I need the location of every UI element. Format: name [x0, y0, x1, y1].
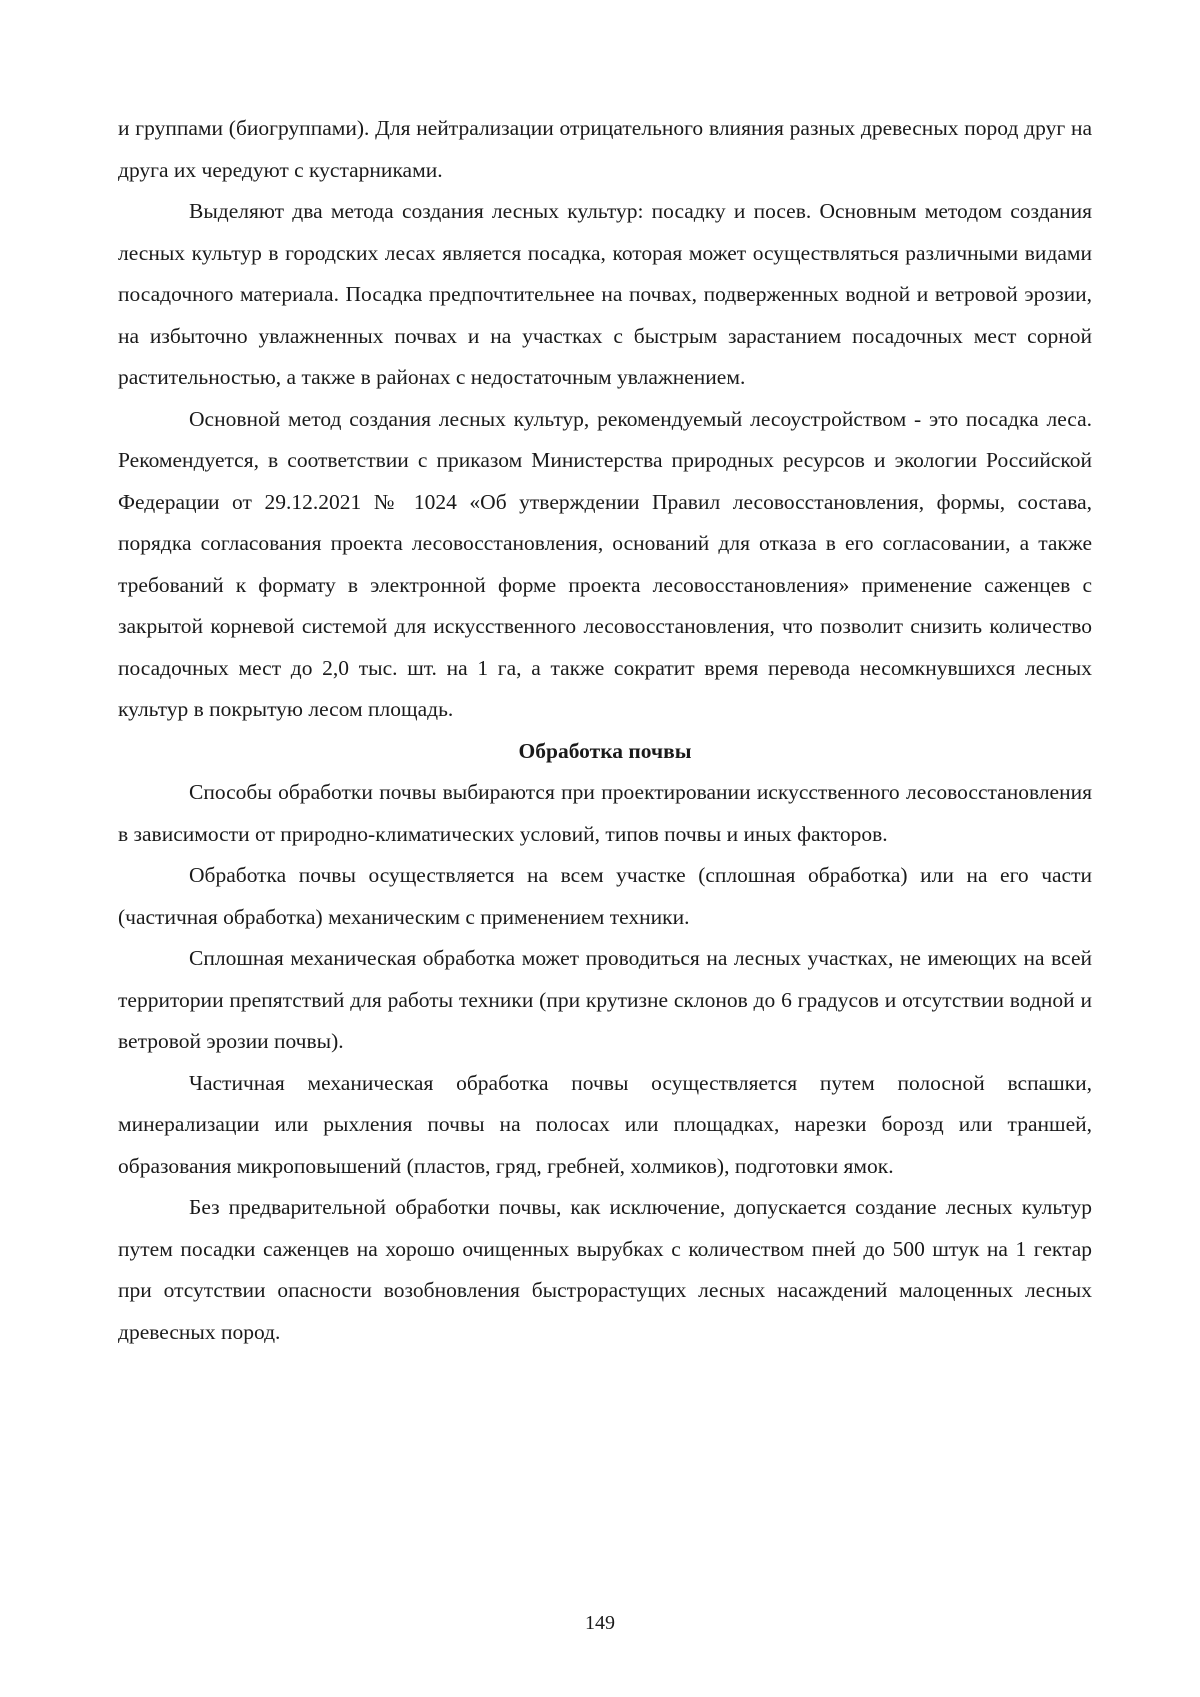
section-heading: Обработка почвы: [518, 738, 692, 763]
paragraph-continuous-treatment: Сплошная механическая обработка может проводиться на лесных участках, не имеющих на всей территории препятствий для работы техники (при крутизне склонов до 6 градусов и отсутствии водной и ветровой эрозии почвы).: [118, 946, 1092, 1053]
paragraph-main-method: Основной метод создания лесных культур, рекомендуемый лесоустройством - это посадка леса. Рекомендуется, в соответствии с приказом Министерства природных ресурсов и экологии Российской Федерации от 29.12.2021 № 1024 «Об утверждении Правил лесовосстановления, формы, состава, порядка согласования проекта лесовосстановления, оснований для отказа в его согласовании, а также требований к формату в электронной форме проекта лесовосстановления» применение саженцев с закрытой корневой системой для искусственного лесовосстановления, что позволит снизить количество посадочных мест до 2,0 тыс. шт. на 1 га, а также сократит время перевода несомкнувшихся лесных культур в покрытую лесом площадь.: [118, 406, 1092, 721]
paragraph-continuation: и группами (биогруппами). Для нейтрализации отрицательного влияния разных древесных пород друг на друга их чередуют с кустарниками.: [118, 116, 1092, 182]
paragraph-no-treatment: Без предварительной обработки почвы, как исключение, допускается создание лесных культур путем посадки саженцев на хорошо очищенных вырубках с количеством пней до 500 штук на 1 гектар при отсутствии опасности возобновления быстрорастущих лесных насаждений малоценных лесных древесных пород.: [118, 1195, 1092, 1344]
paragraph-methods: Выделяют два метода создания лесных культур: посадку и посев. Основным методом создания лесных культур в городских лесах является посадка, которая может осуществляться различными видами посадочного материала. Посадка предпочтительнее на почвах, подверженных водной и ветровой эрозии, на избыточно увлажненных почвах и на участках с быстрым зарастанием посадочных мест сорной растительностью, а также в районах с недостаточным увлажнением.: [118, 199, 1092, 389]
paragraph-soil-treatment: Обработка почвы осуществляется на всем участке (сплошная обработка) или на его части (частичная обработка) механическим с применением техники.: [118, 863, 1092, 929]
paragraph-partial-treatment: Частичная механическая обработка почвы осуществляется путем полосной вспашки, минерализации или рыхления почвы на полосах или площадках, нарезки борозд или траншей, образования микроповышений (пластов, гряд, гребней, холмиков), подготовки ямок.: [118, 1070, 1092, 1178]
paragraph-soil-methods: Способы обработки почвы выбираются при проектировании искусственного лесовосстановления в зависимости от природно-климатических условий, типов почвы и иных факторов.: [118, 780, 1092, 846]
document-body: [118, 108, 1092, 1353]
page-number: 149: [585, 1612, 615, 1634]
